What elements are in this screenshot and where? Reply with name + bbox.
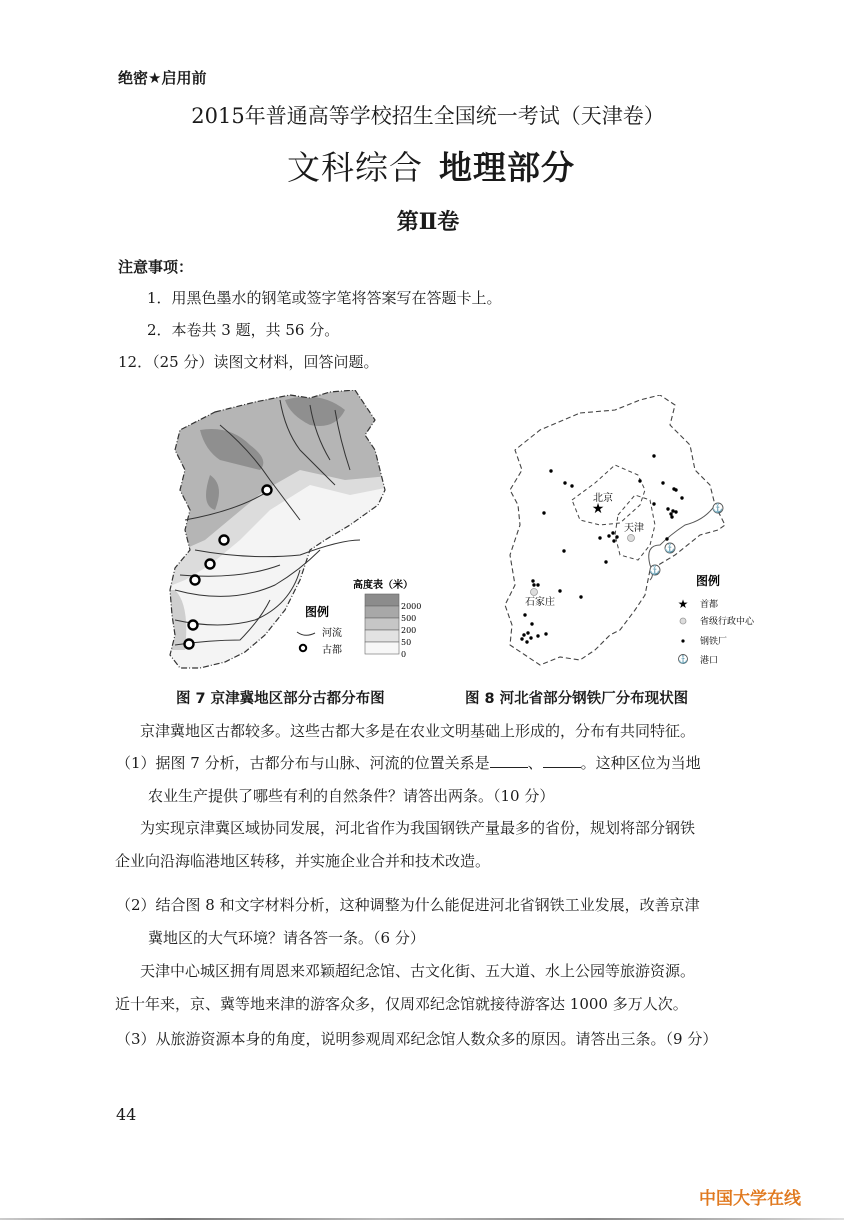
- elevation-title: 高度表（米）: [353, 580, 413, 591]
- steel-plant-dot: [674, 510, 677, 513]
- notice-heading: 注意事项：: [118, 258, 194, 276]
- material-3-line-1: 天津中心城区拥有周恩来邓颖超纪念馆、古文化街、五大道、水上公园等旅游资源。: [140, 962, 696, 980]
- steel-plant-dot: [544, 632, 547, 635]
- notice-item: 1．用黑色墨水的钢笔或签字笔将答案写在答题卡上。: [147, 289, 502, 307]
- page-number: 44: [116, 1105, 137, 1124]
- river-line-icon: [297, 632, 315, 635]
- question-3: （3）从旅游资源本身的角度，说明参观周邓纪念馆人数众多的原因。请答出三条。（9 分）: [116, 1030, 718, 1048]
- legend-title: 图例: [696, 574, 721, 588]
- subject-bold: 地理部分: [439, 148, 575, 187]
- exam-title: 2015年普通高等学校招生全国统一考试（天津卷）: [191, 104, 665, 128]
- steel-plant-dot: [669, 512, 672, 515]
- steel-plant-dot: [674, 488, 677, 491]
- steel-plant-dot: [638, 479, 641, 482]
- steel-plant-dot: [671, 509, 674, 512]
- svg-text:⚓: ⚓: [712, 504, 724, 514]
- material-2-line-2: 企业向沿海临港地区转移，并实施企业合并和技术改造。: [115, 852, 491, 870]
- legend-label: 港口: [700, 656, 719, 666]
- ancient-capital-marker: [263, 486, 272, 495]
- steel-plant-dot: [615, 535, 618, 538]
- capital-star-marker: ★: [591, 501, 605, 517]
- steel-plant-dot: [549, 469, 552, 472]
- steel-plant-dot: [670, 515, 673, 518]
- elevation-band: [365, 642, 399, 654]
- label-beijing: 北京: [593, 493, 613, 504]
- elevation-tick: 2000: [401, 602, 422, 611]
- provincial-center-icon: [680, 618, 686, 624]
- provincial-center-marker: [628, 535, 635, 542]
- ancient-capital-marker: [220, 536, 229, 545]
- steel-plant-dot: [563, 481, 566, 484]
- question-1-line-2: 农业生产提供了哪些有利的自然条件？请答出两条。（10 分）: [148, 787, 555, 805]
- steel-plant-dot: [680, 496, 683, 499]
- steel-plant-dot: [652, 454, 655, 457]
- steel-plant-dot: [536, 634, 539, 637]
- elevation-tick: 0: [401, 650, 407, 659]
- legend-label: 河流: [322, 628, 342, 639]
- volume-title: 第Ⅱ卷: [396, 209, 460, 235]
- ancient-capital-circle-icon: [300, 645, 306, 651]
- steel-plant-dot: [598, 536, 601, 539]
- material-2-line-1: 为实现京津冀区域协同发展，河北省作为我国钢铁产量最多的省份，规划将部分钢铁: [140, 819, 696, 837]
- steel-plant-dot: [542, 511, 545, 514]
- steel-plant-dot: [529, 636, 532, 639]
- legend-title: 图例: [305, 605, 330, 619]
- watermark: 中国大学在线: [699, 1189, 801, 1209]
- elevation-band: [365, 594, 399, 606]
- question-2-line-1: （2）结合图 8 和文字材料分析，这种调整为什么能促进河北省钢铁工业发展，改善京津: [116, 896, 700, 914]
- steel-plant-dot: [520, 637, 523, 640]
- answer-blank[interactable]: [490, 753, 528, 768]
- steel-plant-dot: [523, 613, 526, 616]
- dot-icon: [681, 639, 684, 642]
- ancient-capital-marker: [191, 576, 200, 585]
- steel-plant-dot: [607, 534, 610, 537]
- label-tianjin: 天津: [624, 523, 644, 534]
- answer-blank[interactable]: [543, 753, 581, 768]
- steel-plant-dot: [579, 595, 582, 598]
- steel-plant-dot: [522, 633, 525, 636]
- legend-label: 省级行政中心: [700, 617, 755, 627]
- question-2-line-2: 冀地区的大气环境？请各答一条。（6 分）: [148, 929, 425, 947]
- steel-plant-dot: [612, 539, 615, 542]
- figure-8-caption: 图 8 河北省部分钢铁厂分布现状图: [465, 691, 689, 707]
- steel-plant-dot: [570, 484, 573, 487]
- steel-plant-dot: [530, 622, 533, 625]
- elevation-band: [365, 606, 399, 618]
- provincial-center-marker: [531, 589, 538, 596]
- port-marker: [712, 502, 723, 514]
- subject-title: [0, 142, 844, 189]
- confidential-label: 绝密★启用前: [118, 69, 207, 87]
- port-markers: [649, 502, 723, 576]
- q1-text-b: 。这种区位为当地: [580, 754, 701, 772]
- question-stem: 12．（25 分）读图文材料，回答问题。: [118, 353, 379, 371]
- steel-plant-dot: [526, 631, 529, 634]
- elevation-band: [365, 618, 399, 630]
- subject-regular: 文科综合: [287, 148, 423, 187]
- steel-plant-dot: [558, 589, 561, 592]
- steel-plant-dot: [536, 583, 539, 586]
- elevation-tick: 200: [401, 626, 417, 635]
- figure-8-map: [500, 395, 790, 675]
- question-1-line-1: [116, 753, 701, 773]
- anchor-glyph: ⚓: [678, 655, 688, 664]
- label-shijiazhuang: 石家庄: [525, 597, 555, 608]
- steel-plant-dot: [562, 549, 565, 552]
- elevation-layers: [160, 390, 400, 675]
- ancient-capital-marker: [185, 640, 194, 649]
- steel-plant-dot: [525, 640, 528, 643]
- svg-text:⚓: ⚓: [649, 566, 661, 576]
- legend-label: 钢铁厂: [700, 637, 728, 647]
- legend-label: 古都: [322, 645, 342, 656]
- q1-sep: 、: [527, 754, 543, 772]
- steel-plant-dot: [531, 579, 534, 582]
- elevation-tick: 500: [401, 614, 417, 623]
- steel-plants: [520, 454, 683, 643]
- provincial-center-markers: [531, 535, 635, 596]
- material-3-line-2: 近十年来，京、冀等地来津的游客众多，仅周邓纪念馆就接待游客达 1000 多万人次。: [115, 995, 688, 1013]
- legend-label: 首都: [700, 600, 719, 610]
- steel-plant-dot: [611, 531, 614, 534]
- port-marker: [649, 564, 660, 576]
- steel-plant-dot: [666, 507, 669, 510]
- elevation-tick: 50: [401, 638, 412, 647]
- port-marker: [664, 542, 675, 554]
- steel-plant-dot: [665, 537, 668, 540]
- figure-7-map: [160, 390, 490, 675]
- steel-plant-dot: [532, 583, 535, 586]
- steel-plant-dot: [604, 560, 607, 563]
- steel-plant-dot: [652, 502, 655, 505]
- elevation-scale: [365, 594, 421, 659]
- ancient-capital-marker: [206, 560, 215, 569]
- bottom-rule: [0, 1218, 844, 1220]
- steel-plant-dot: [661, 481, 664, 484]
- ancient-capital-marker: [189, 621, 198, 630]
- q1-text-a: （1）据图 7 分析，古都分布与山脉、河流的位置关系是: [116, 754, 490, 772]
- elevation-band: [365, 630, 399, 642]
- figure-7-caption: 图 7 京津冀地区部分古都分布图: [176, 691, 385, 707]
- notice-item: 2．本卷共 3 题，共 56 分。: [147, 321, 340, 339]
- material-1: 京津冀地区古都较多。这些古都大多是在农业文明基础上形成的，分布有共同特征。: [140, 722, 696, 740]
- star-icon: ★: [677, 597, 689, 611]
- svg-text:⚓: ⚓: [664, 544, 676, 554]
